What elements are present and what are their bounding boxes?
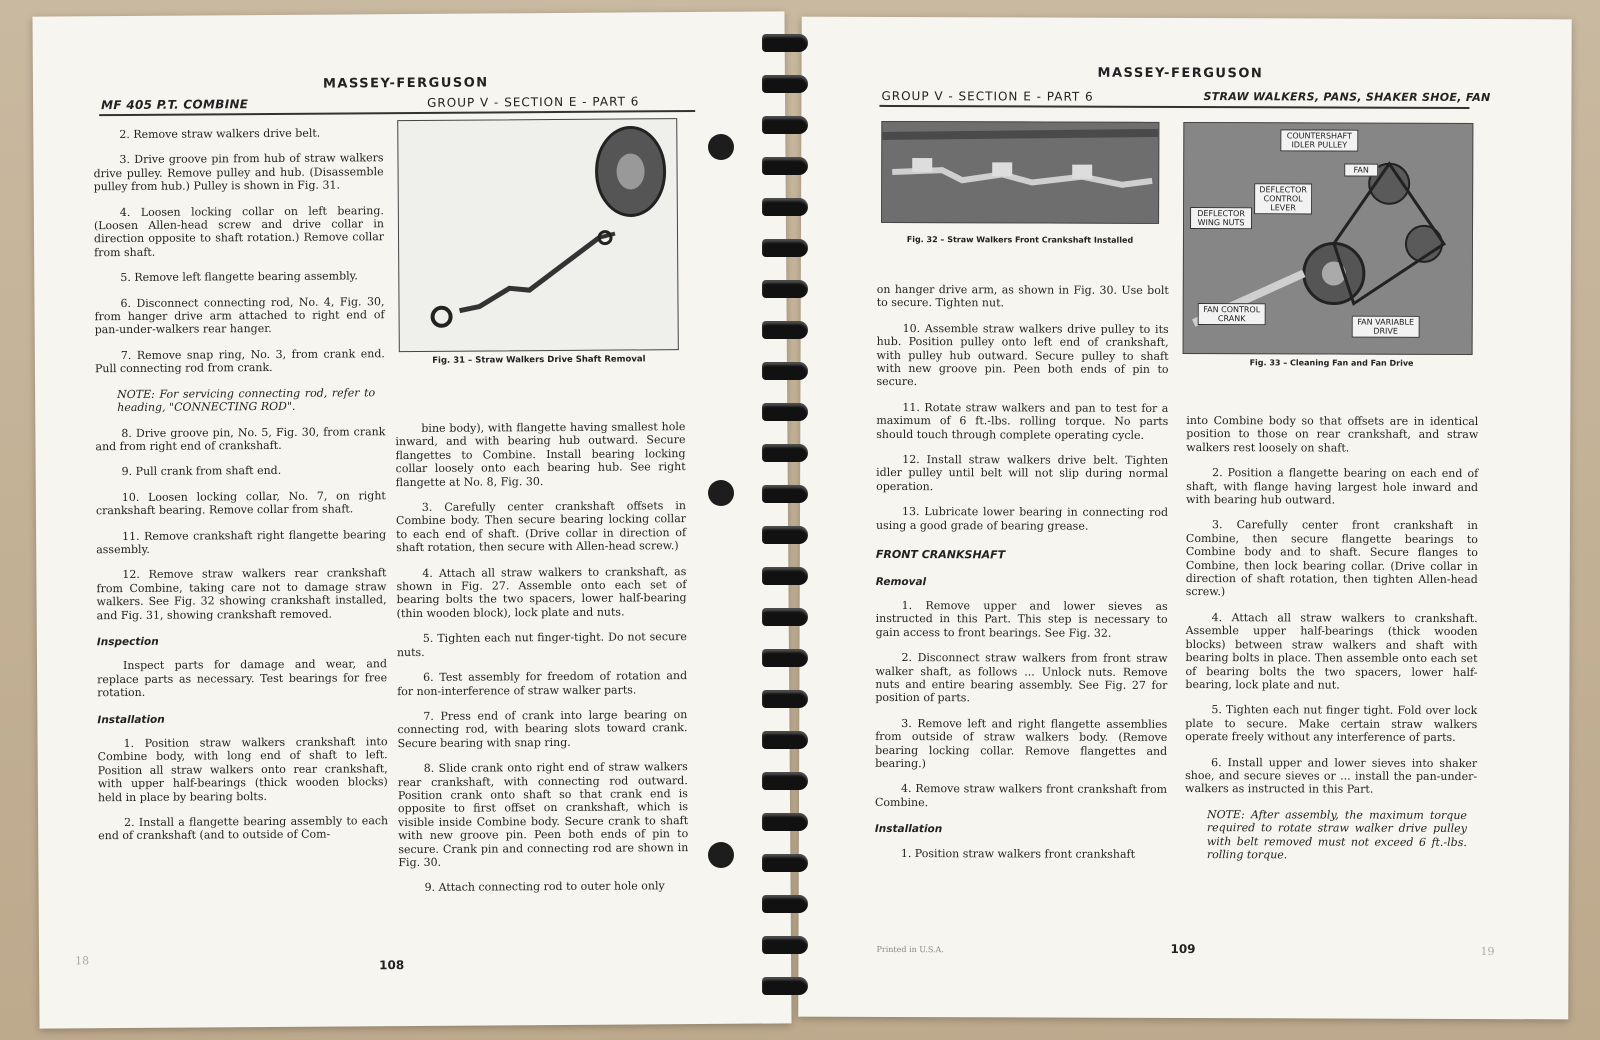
binding-coil	[762, 567, 808, 585]
body-paragraph: 3. Drive groove pin from hub of straw walkers drive pulley. Remove pulley and hub. (Disassemble pulley from hub.) Pulley is shown in Fig. 31.	[93, 151, 384, 194]
left-column-2	[395, 420, 688, 907]
binding-coil	[762, 34, 808, 52]
body-paragraph: 6. Install upper and lower sieves into shaker shoe, and secure sieves or ... install the pan-under-walkers as instructed in this Part.	[1185, 755, 1478, 797]
body-paragraph: 2. Remove straw walkers drive belt.	[119, 126, 321, 142]
note-paragraph: NOTE: After assembly, the maximum torque required to rotate straw walker drive pulley with belt removed must not exceed 6 ft.-lbs. rolling torque.	[1206, 807, 1467, 862]
binding-coil	[762, 936, 808, 954]
label-fan: FAN	[1344, 164, 1378, 177]
binding-coil	[762, 321, 808, 339]
body-paragraph: 9. Attach connecting rod to outer hole only	[424, 879, 665, 895]
header-topic: STRAW WALKERS, PANS, SHAKER SHOE, FAN	[1203, 90, 1491, 105]
binding-coil	[762, 403, 808, 421]
body-paragraph: 2. Position a flangette bearing on each end of shaft, with flange having largest hole inward and with bearing hub outward.	[1186, 466, 1479, 507]
body-paragraph: 4. Remove straw walkers front crankshaft from Combine.	[874, 782, 1168, 809]
body-paragraph: 8. Drive groove pin, No. 5, Fig. 30, from crank and from right end of crankshaft.	[95, 424, 386, 454]
binding-hole	[708, 480, 734, 506]
body-paragraph: 7. Remove snap ring, No. 3, from crank end. Pull connecting rod from crank.	[94, 347, 385, 376]
binding-coil	[762, 485, 808, 503]
binding-coil	[762, 157, 808, 175]
label-countershaft: COUNTERSHAFT IDLER PULLEY	[1280, 129, 1358, 151]
binding-coil	[762, 690, 808, 708]
header-section: GROUP V - SECTION E - PART 6	[427, 94, 640, 110]
faint-page-number: 19	[1480, 945, 1495, 959]
figure-31-photo	[397, 118, 679, 352]
subsection-heading: Removal	[875, 575, 927, 588]
body-paragraph: 6. Test assembly for freedom of rotation and for non-interference of straw walker parts.	[397, 669, 688, 698]
binding-coil	[762, 854, 808, 872]
body-paragraph: 10. Assemble straw walkers drive pulley to its hub. Position pulley onto left end of crankshaft, with pulley hub outward. Secure pulley to shaft with new groove pin. Peen both ends of pin to secure.	[876, 321, 1169, 389]
body-paragraph: 4. Attach all straw walkers to crankshaft. Assemble upper half-bearings (thick wooden blocks) between straw walkers and shaft with bearing bolts in place. Then assemble onto each set of bearing bolts the two spacers, lower half-bearing, lock plate and nut.	[1185, 610, 1478, 692]
right-page	[798, 17, 1571, 1020]
printed-note: Printed in U.S.A.	[876, 944, 944, 955]
front-crankshaft-illustration	[882, 122, 1158, 223]
drive-shaft-illustration	[398, 119, 678, 351]
body-paragraph: 4. Attach all straw walkers to crankshaft, as shown in Fig. 27. Assemble onto each set of bearing bolts the two spacers, lower half-bearing (thin wooden block), lock plate and nuts.	[396, 564, 687, 620]
label-fan-control: FAN CONTROL CRANK	[1198, 303, 1266, 325]
figure-33-caption: Fig. 33 – Cleaning Fan and Fan Drive	[1249, 358, 1414, 368]
body-paragraph: 12. Install straw walkers drive belt. Tighten idler pulley until belt will not slip during normal operation.	[876, 453, 1169, 493]
body-paragraph: 2. Disconnect straw walkers from front straw walker shaft, as follows ... Unlock nuts. Remove nuts and entire bearing assembly. See Fig. 27 for position of parts.	[875, 651, 1168, 705]
binding-coil	[762, 116, 808, 134]
body-paragraph: into Combine body so that offsets are in identical position to those on rear crankshaft, and straw walkers rest loosely on shaft.	[1186, 414, 1479, 455]
brand-title: MASSEY-FERGUSON	[322, 75, 489, 92]
body-paragraph: 5. Tighten each nut finger tight. Fold over lock plate to secure. Make certain straw walkers operate freely without any interference of parts.	[1185, 703, 1478, 745]
figure-32-photo	[881, 121, 1159, 224]
label-fan-variable: FAN VARIABLE DRIVE	[1352, 316, 1420, 338]
body-paragraph: on hanger drive arm, as shown in Fig. 30. Use bolt to secure. Tighten nut.	[876, 282, 1169, 310]
binding-hole	[708, 842, 734, 868]
figure-33-photo	[1183, 122, 1474, 355]
label-deflector-wing: DEFLECTOR WING NUTS	[1190, 207, 1252, 229]
body-paragraph: 1. Position straw walkers crankshaft into Combine body, with long end of shaft to left. Position all straw walkers onto rear crankshaft, with upper half-bearings (thick wooden blocks) held in place by bearing bolts.	[97, 735, 388, 804]
body-paragraph: 13. Lubricate lower bearing in connecting rod using a good grade of bearing grease.	[875, 505, 1169, 533]
body-paragraph: 1. Remove upper and lower sieves as instructed in this Part. This step is necessary to gain access to front bearings. See Fig. 32.	[875, 598, 1168, 640]
body-paragraph: 5. Remove left flangette bearing assembly.	[120, 269, 358, 285]
binding-coil	[762, 608, 808, 626]
subsection-heading: Installation	[874, 823, 943, 836]
binding-coil	[762, 239, 808, 257]
figure-32-caption: Fig. 32 – Straw Walkers Front Crankshaft Installed	[906, 235, 1134, 245]
body-paragraph: 6. Disconnect connecting rod, No. 4, Fig. 30, from hanger drive arm attached to right end of pan-under-walkers rear hanger.	[94, 294, 385, 337]
body-paragraph: Inspect parts for damage and wear, and replace parts as necessary. Test bearings for free rotation.	[97, 657, 388, 700]
right-column-1	[875, 283, 1169, 873]
right-column-2	[1185, 414, 1479, 874]
binding-coil	[762, 526, 808, 544]
binding-coil	[762, 649, 808, 667]
binding-coil	[762, 280, 808, 298]
note-paragraph: NOTE: For servicing connecting rod, refer to heading, "CONNECTING ROD".	[117, 385, 376, 415]
body-paragraph: bine body), with flangette having smallest hole inward, and with bearing hub outward. Secure flangettes to Combine. Install bearing locking collar loosely onto each bearing hub. See right flangette at No. 8, Fig. 30.	[395, 420, 686, 489]
subsection-heading: Inspection	[96, 635, 159, 649]
body-paragraph: 3. Carefully center front crankshaft in Combine, then secure flangette bearings to Combine body and to shaft. Secure flanges to Combine, then lock bearing collar. (Drive collar in direction of shaft rotation, then tighten Allen-head screw.)	[1185, 518, 1478, 599]
binding-coil	[762, 362, 808, 380]
body-paragraph: 3. Carefully center crankshaft offsets in Combine body. Then secure bearing locking collar to each end of shaft. (Drive collar in direction of shaft rotation, then secure with Allen-head screw.)	[395, 499, 687, 555]
binding-hole	[708, 134, 734, 160]
subsection-heading: Installation	[97, 713, 165, 726]
body-paragraph: 5. Tighten each nut finger-tight. Do not secure nuts.	[396, 630, 687, 659]
body-paragraph: 3. Remove left and right flangette assemblies from outside of straw walkers body. (Remove bearing locking collar. Remove flangettes and bearing.)	[875, 716, 1168, 771]
header-rule	[879, 105, 1469, 109]
body-paragraph: 4. Loosen locking collar on left bearing. (Loosen Allen-head screw and drive collar in direction opposite to shaft rotation.) Remove collar from shaft.	[93, 203, 385, 260]
header-section: GROUP V - SECTION E - PART 6	[881, 88, 1094, 104]
figure-31-caption: Fig. 31 – Straw Walkers Drive Shaft Removal	[432, 354, 646, 366]
binding-coil	[762, 895, 808, 913]
binding-coil	[762, 772, 808, 790]
faint-page-number: 18	[75, 954, 90, 968]
brand-title: MASSEY-FERGUSON	[1097, 65, 1264, 82]
left-page	[32, 11, 791, 1028]
body-paragraph: 12. Remove straw walkers rear crankshaft from Combine, taking care not to damage straw walkers. See Fig. 32 showing crankshaft installed, and Fig. 31, showing crankshaft removed.	[96, 566, 387, 622]
body-paragraph: 11. Rotate straw walkers and pan to test for a maximum of 6 ft.-lbs. rolling torque. No parts should touch through complete operating cycle.	[876, 400, 1169, 442]
header-model: MF 405 P.T. COMBINE	[101, 97, 249, 113]
section-heading: FRONT CRANKSHAFT	[875, 548, 1006, 562]
binding-coil	[762, 75, 808, 93]
page-number: 108	[379, 958, 405, 973]
binding-coil	[762, 731, 808, 749]
binding-coil	[762, 444, 808, 462]
body-paragraph: 8. Slide crank onto right end of straw walkers rear crankshaft, with connecting rod outward. Position crank onto shaft so that crank end is opposite to first offset on crankshaft, which is visible inside Combine body. Secure crank to shaft with new groove pin. Peen both ends of pin to secure. Crank pin and connecting rod are shown in Fig. 30.	[397, 760, 689, 870]
binding-coil	[762, 198, 808, 216]
body-paragraph: 9. Pull crank from shaft end.	[121, 464, 282, 479]
binding-coil	[762, 813, 808, 831]
body-paragraph: 7. Press end of crank into large bearing on connecting rod, with bearing slots toward crank. Secure bearing with snap ring.	[397, 707, 688, 750]
body-paragraph: 2. Install a flangette bearing assembly to each end of crankshaft (and to outside of Com-	[98, 814, 389, 843]
body-paragraph: 1. Position straw walkers front crankshaft	[900, 846, 1136, 861]
label-deflector-lever: DEFLECTOR CONTROL LEVER	[1254, 183, 1312, 214]
body-paragraph: 11. Remove crankshaft right flangette bearing assembly.	[96, 527, 387, 557]
left-column-1	[93, 126, 388, 855]
page-number: 109	[1170, 941, 1196, 957]
binding-coil	[762, 977, 808, 995]
body-paragraph: 10. Loosen locking collar, No. 7, on right crankshaft bearing. Remove collar from shaft.	[95, 488, 386, 518]
